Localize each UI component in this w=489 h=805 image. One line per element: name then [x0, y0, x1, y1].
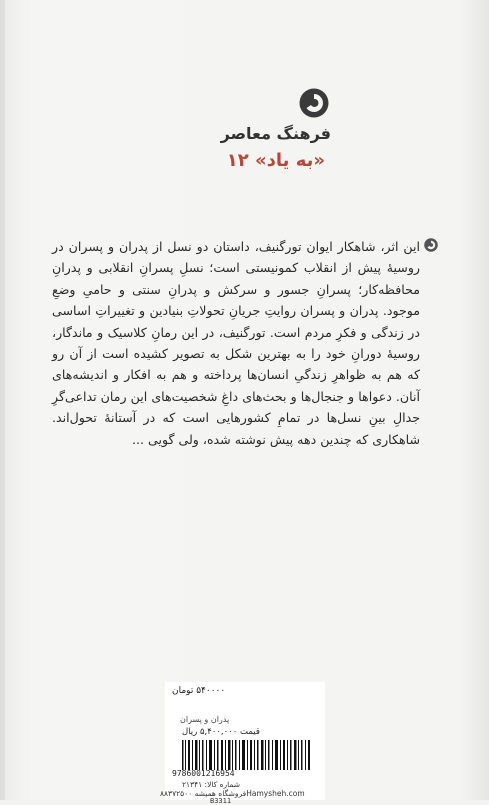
barcode-number: 9786001216954 — [172, 769, 235, 778]
publisher-logo-icon — [424, 238, 438, 252]
series-label: «به یاد» ۱۲ — [226, 150, 325, 171]
store-info: Hamysheh.comفروشگاه همیشه ۸۸۳۷۲۵۰۰ — [160, 789, 305, 798]
price-toman: ۵۴۰۰۰۰ تومان — [172, 686, 226, 696]
cover-edge — [0, 0, 5, 800]
publisher-logo-icon — [299, 88, 329, 118]
price-rial: قیمت ۵,۴۰۰,۰۰۰ ریال — [182, 727, 260, 737]
barcode — [182, 740, 310, 770]
sticker-title: پدران و پسران — [180, 715, 230, 724]
publisher-name: فرهنگ معاصر — [220, 124, 331, 143]
book-description: این اثر، شاهکار ایوان تورگنیف، داستان دو نسل از پدران و پسران در روسیهٔ پیش از انقلاب کمونیستی است؛ نسلِ پسرانِ انقلابی و پدرانِ محافظه‌کار؛ پسرانِ جسور و سرکش و پدرانِ سنتی و حامیِ وضعِ موجود. پدران و پسران روایتِ جریانِ تحولاتِ بنیادین و تغییراتِ اساسی در زندگی و فکرِ مردم است. تورگنیف، در این رمانِ کلاسیک و ماندگار، روسیهٔ دورانِ خود را به بهترین شکل به تصویر کشیده است از آن رو که هم به ظواهرِ زندگیِ انسان‌ها پرداخته و هم به افکار و اندیشه‌های آنان. دعواها و جنجال‌ها و بحث‌های داغِ شخصیت‌های این رمان تداعی‌گرِ جدالِ بینِ نسل‌ها در تمامِ کشورهایی است که در آستانهٔ تحول‌اند. شاهکاری که چندین دهه پیش نوشته شده، ولی گویی ... — [52, 239, 420, 447]
store-code: B3311 — [210, 797, 232, 805]
item-code: شماره کالا: ۲۱۳۴۱ — [182, 780, 241, 789]
